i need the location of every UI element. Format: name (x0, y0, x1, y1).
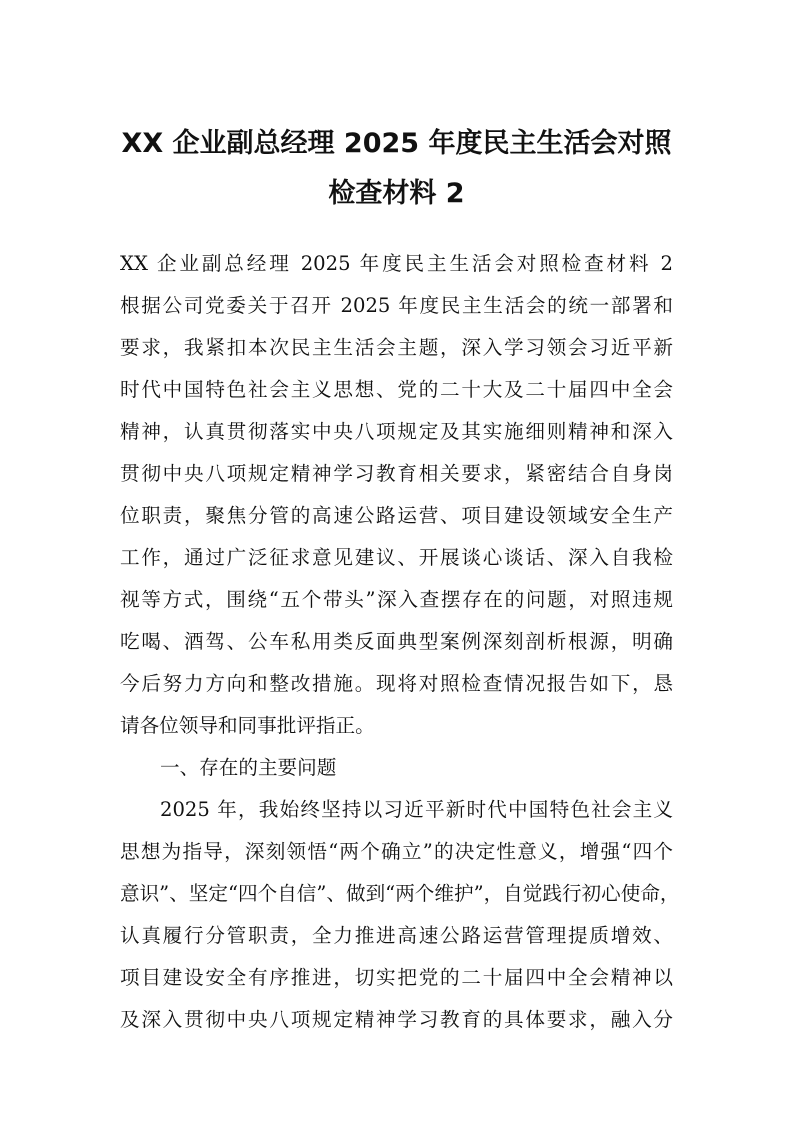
paragraph-line: 思想为指导，深刻领悟“两个确立”的决定性意义，增强“四个 (120, 840, 673, 863)
paragraph-line: 项目建设安全有序推进，切实把党的二十届四中全会精神以 (120, 966, 673, 989)
paragraph-line: 贯彻中央八项规定精神学习教育相关要求，紧密结合自身岗 (120, 462, 673, 485)
paragraph-line: 及深入贯彻中央八项规定精神学习教育的具体要求，融入分 (120, 1008, 673, 1031)
paragraph-line: 今后努力方向和整改措施。现将对照检查情况报告如下，恳 (120, 672, 673, 695)
paragraph-line: 工作，通过广泛征求意见建议、开展谈心谈话、深入自我检 (120, 546, 673, 569)
paragraph-line: 吃喝、酒驾、公车私用类反面典型案例深刻剖析根源，明确 (120, 630, 673, 653)
document-title-line-1: XX 企业副总经理 2025 年度民主生活会对照 (121, 128, 672, 159)
document-title-line-2: 检查材料 2 (328, 178, 465, 209)
paragraph-line: 精神，认真贯彻落实中央八项规定及其实施细则精神和深入 (120, 420, 673, 443)
paragraph-line: 意识”、坚定“四个自信”、做到“两个维护”，自觉践行初心使命， (120, 882, 680, 905)
paragraph-line: 根据公司党委关于召开 2025 年度民主生活会的统一部署和 (120, 294, 673, 317)
paragraph-line: 认真履行分管职责，全力推进高速公路运营管理提质增效、 (120, 924, 673, 947)
paragraph-line: 视等方式，围绕“五个带头”深入查摆存在的问题，对照违规 (120, 588, 673, 611)
paragraph-line: 时代中国特色社会主义思想、党的二十大及二十届四中全会 (120, 378, 673, 401)
paragraph-line: 2025 年，我始终坚持以习近平新时代中国特色社会主义 (160, 798, 673, 821)
paragraph-line: 请各位领导和同事批评指正。 (120, 714, 375, 737)
section-heading: 一、存在的主要问题 (160, 756, 337, 779)
paragraph-line: 位职责，聚焦分管的高速公路运营、项目建设领域安全生产 (120, 504, 673, 527)
paragraph-line: XX 企业副总经理 2025 年度民主生活会对照检查材料 2 (120, 252, 673, 275)
paragraph-line: 要求，我紧扣本次民主生活会主题，深入学习领会习近平新 (120, 336, 673, 359)
